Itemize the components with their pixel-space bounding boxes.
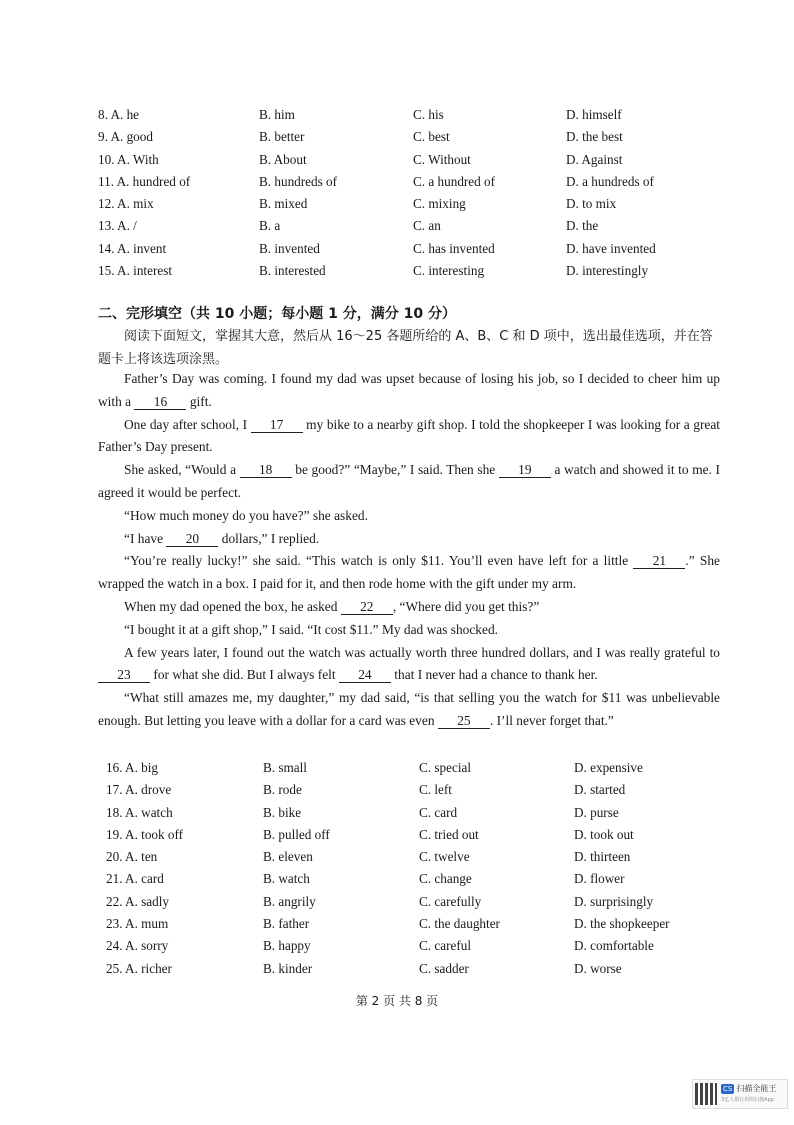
option-c: C. twelve	[419, 849, 470, 865]
option-c: C. card	[419, 804, 458, 820]
option-row	[98, 149, 738, 171]
option-d: D. thirteen	[574, 849, 631, 865]
option-d: D. the	[566, 218, 599, 234]
option-d: D. himself	[566, 107, 622, 122]
option-row	[106, 891, 746, 913]
text: One day after school, I	[124, 416, 248, 432]
option-c: C. has invented	[413, 240, 495, 256]
option-c: C. carefully	[419, 893, 482, 909]
option-d: D. started	[574, 782, 626, 798]
option-b: B. better	[259, 129, 305, 145]
text: dollars,” I replied.	[221, 530, 320, 546]
option-d: D. comfortable	[574, 938, 654, 954]
paragraph: “I bought it at a gift shop,” I said. “It cost $11.” My dad was shocked.	[124, 621, 498, 637]
option-d: D. worse	[574, 960, 622, 976]
option-d: D. to mix	[566, 196, 617, 212]
option-row	[98, 104, 738, 126]
option-a: 24. A. sorry	[106, 938, 169, 954]
option-row	[106, 757, 746, 779]
option-a: 10. A. With	[98, 151, 159, 167]
option-b: B. happy	[263, 938, 311, 954]
cloze-passage	[98, 368, 720, 733]
camscanner-watermark	[692, 1079, 788, 1109]
option-row	[106, 824, 746, 846]
blank-17: 17	[251, 417, 303, 433]
option-c: C. tried out	[419, 826, 479, 842]
option-row	[98, 260, 738, 282]
blank-21: 21	[633, 553, 685, 569]
qr-code-icon	[695, 1083, 717, 1105]
option-d: D. surprisingly	[574, 893, 654, 909]
option-b: B. bike	[263, 804, 302, 820]
text: “You’re really lucky!” she said. “This watch is only $11. You’ll even have left for a little	[124, 553, 629, 569]
option-row	[98, 215, 738, 237]
option-a: 13. A. /	[98, 218, 137, 234]
blank-25: 25	[438, 713, 490, 729]
section-title: 二、完形填空（共 10 小题；每小题 1 分，满分 10 分）	[98, 306, 456, 322]
page-footer: 第 2 页 共 8 页	[355, 994, 439, 1008]
option-row	[98, 126, 738, 148]
option-row	[98, 193, 738, 215]
camscanner-logo-icon: CS	[723, 1084, 733, 1093]
option-a: 19. A. took off	[106, 826, 184, 842]
option-a: 9. A. good	[98, 129, 153, 145]
option-row	[106, 802, 746, 824]
option-a: 22. A. sadly	[106, 893, 170, 909]
option-a: 8. A. he	[98, 107, 140, 122]
option-row	[106, 779, 746, 801]
option-d: D. flower	[574, 871, 625, 887]
option-d: D. interestingly	[566, 263, 649, 279]
blank-23: 23	[98, 667, 150, 683]
option-row	[98, 238, 738, 260]
option-a: 12. A. mix	[98, 196, 154, 212]
option-d: D. took out	[574, 826, 634, 842]
option-c: C. sadder	[419, 960, 469, 976]
option-b: B. a	[259, 218, 281, 234]
watermark-title: 扫描全能王	[736, 1083, 777, 1093]
option-a: 21. A. card	[106, 871, 164, 887]
option-b: B. pulled off	[263, 826, 330, 842]
text: “What still amazes me, my daughter,” my dad said, “is that selling you the watch for $11 was unbelievable enough. But letting you leave with a dollar for a card was even	[98, 690, 720, 728]
option-a: 11. A. hundred of	[98, 173, 191, 189]
option-d: D. have invented	[566, 240, 656, 256]
option-b: B. eleven	[263, 849, 313, 865]
text: “I have	[124, 530, 164, 546]
blank-20: 20	[166, 531, 218, 547]
option-row	[106, 868, 746, 890]
watermark-subtitle: 3亿人都在用的扫描App	[721, 1096, 774, 1103]
blank-22: 22	[341, 599, 393, 615]
text: that I never had a chance to thank her.	[394, 667, 598, 683]
option-c: C. an	[413, 218, 441, 234]
text: A few years later, I found out the watch was actually worth three hundred dollars, and I was really grateful to	[124, 644, 720, 660]
text: .” She wrapped the watch in a box. I paid for it, and then rode home with the gift under my arm.	[98, 553, 720, 592]
blank-18: 18	[240, 462, 292, 478]
paragraph	[98, 687, 720, 733]
watermark-text	[721, 1084, 776, 1105]
text: When my dad opened the box, he asked	[124, 598, 338, 614]
option-d: D. expensive	[574, 760, 643, 775]
option-b: B. About	[259, 151, 307, 167]
option-c: C. mixing	[413, 196, 466, 212]
option-d: D. Against	[566, 151, 623, 167]
option-c: C. his	[413, 107, 444, 122]
option-a: 25. A. richer	[106, 960, 172, 976]
option-c: C. special	[419, 760, 472, 775]
option-c: C. interesting	[413, 263, 485, 279]
options-table-part2	[106, 757, 746, 980]
option-a: 17. A. drove	[106, 782, 172, 798]
option-b: B. interested	[259, 263, 326, 279]
option-b: B. hundreds of	[259, 173, 338, 189]
option-c: C. change	[419, 871, 472, 887]
option-a: 14. A. invent	[98, 240, 167, 256]
paragraph	[98, 642, 720, 688]
text: for what she did. But I always felt	[153, 667, 336, 683]
option-c: C. left	[419, 782, 452, 798]
option-d: D. purse	[574, 804, 619, 820]
text: She asked, “Would a	[124, 462, 237, 478]
option-b: B. kinder	[263, 960, 313, 976]
text: , “Where did you get this?”	[392, 598, 540, 614]
option-a: 16. A. big	[106, 760, 159, 775]
text: my bike to a nearby gift shop. I told the shopkeeper I was looking for a great Father’s Day present.	[98, 416, 721, 455]
options-table-part1	[98, 104, 738, 282]
option-b: B. father	[263, 916, 310, 932]
option-b: B. watch	[263, 871, 310, 887]
option-row	[106, 958, 746, 980]
option-d: D. the best	[566, 129, 623, 145]
option-a: 18. A. watch	[106, 804, 173, 820]
option-row	[106, 846, 746, 868]
option-c: C. best	[413, 129, 450, 145]
option-a: 15. A. interest	[98, 263, 172, 279]
text: Father’s Day was coming. I found my dad was upset because of losing his job, so I decided to cheer him up with a	[98, 371, 720, 409]
paragraph	[98, 596, 720, 619]
option-c: C. the daughter	[419, 916, 500, 932]
option-b: B. angrily	[263, 893, 316, 909]
option-c: C. a hundred of	[413, 173, 496, 189]
option-a: 20. A. ten	[106, 849, 158, 865]
text: . I’ll never forget that.”	[489, 712, 614, 728]
paragraph	[98, 368, 720, 414]
option-b: B. mixed	[259, 196, 308, 212]
option-c: C. careful	[419, 938, 471, 954]
paragraph: “How much money do you have?” she asked.	[124, 507, 368, 523]
option-d: D. the shopkeeper	[574, 916, 670, 932]
text: gift.	[189, 393, 212, 409]
paragraph	[98, 414, 720, 460]
option-c: C. Without	[413, 151, 471, 167]
option-b: B. rode	[263, 782, 302, 798]
option-d: D. a hundreds of	[566, 173, 654, 189]
option-row	[106, 935, 746, 957]
option-a: 23. A. mum	[106, 916, 169, 932]
option-row	[98, 171, 738, 193]
option-b: B. him	[259, 107, 295, 122]
option-b: B. invented	[259, 240, 320, 256]
paragraph	[98, 528, 720, 551]
option-b: B. small	[263, 760, 307, 775]
text: a watch and showed it to me. I agreed it would be perfect.	[98, 462, 720, 500]
blank-24: 24	[339, 667, 391, 683]
option-row	[106, 913, 746, 935]
paragraph	[98, 459, 720, 505]
text: be good?” “Maybe,” I said. Then she	[295, 462, 496, 478]
blank-19: 19	[499, 462, 551, 478]
blank-16: 16	[134, 394, 186, 410]
paragraph	[98, 550, 720, 596]
instructions: 阅读下面短文，掌握其大意，然后从 16～25 各题所给的 A、B、C 和 D 项中，选出最佳选项，并在答题卡上将该选项涂黑。	[98, 329, 713, 367]
